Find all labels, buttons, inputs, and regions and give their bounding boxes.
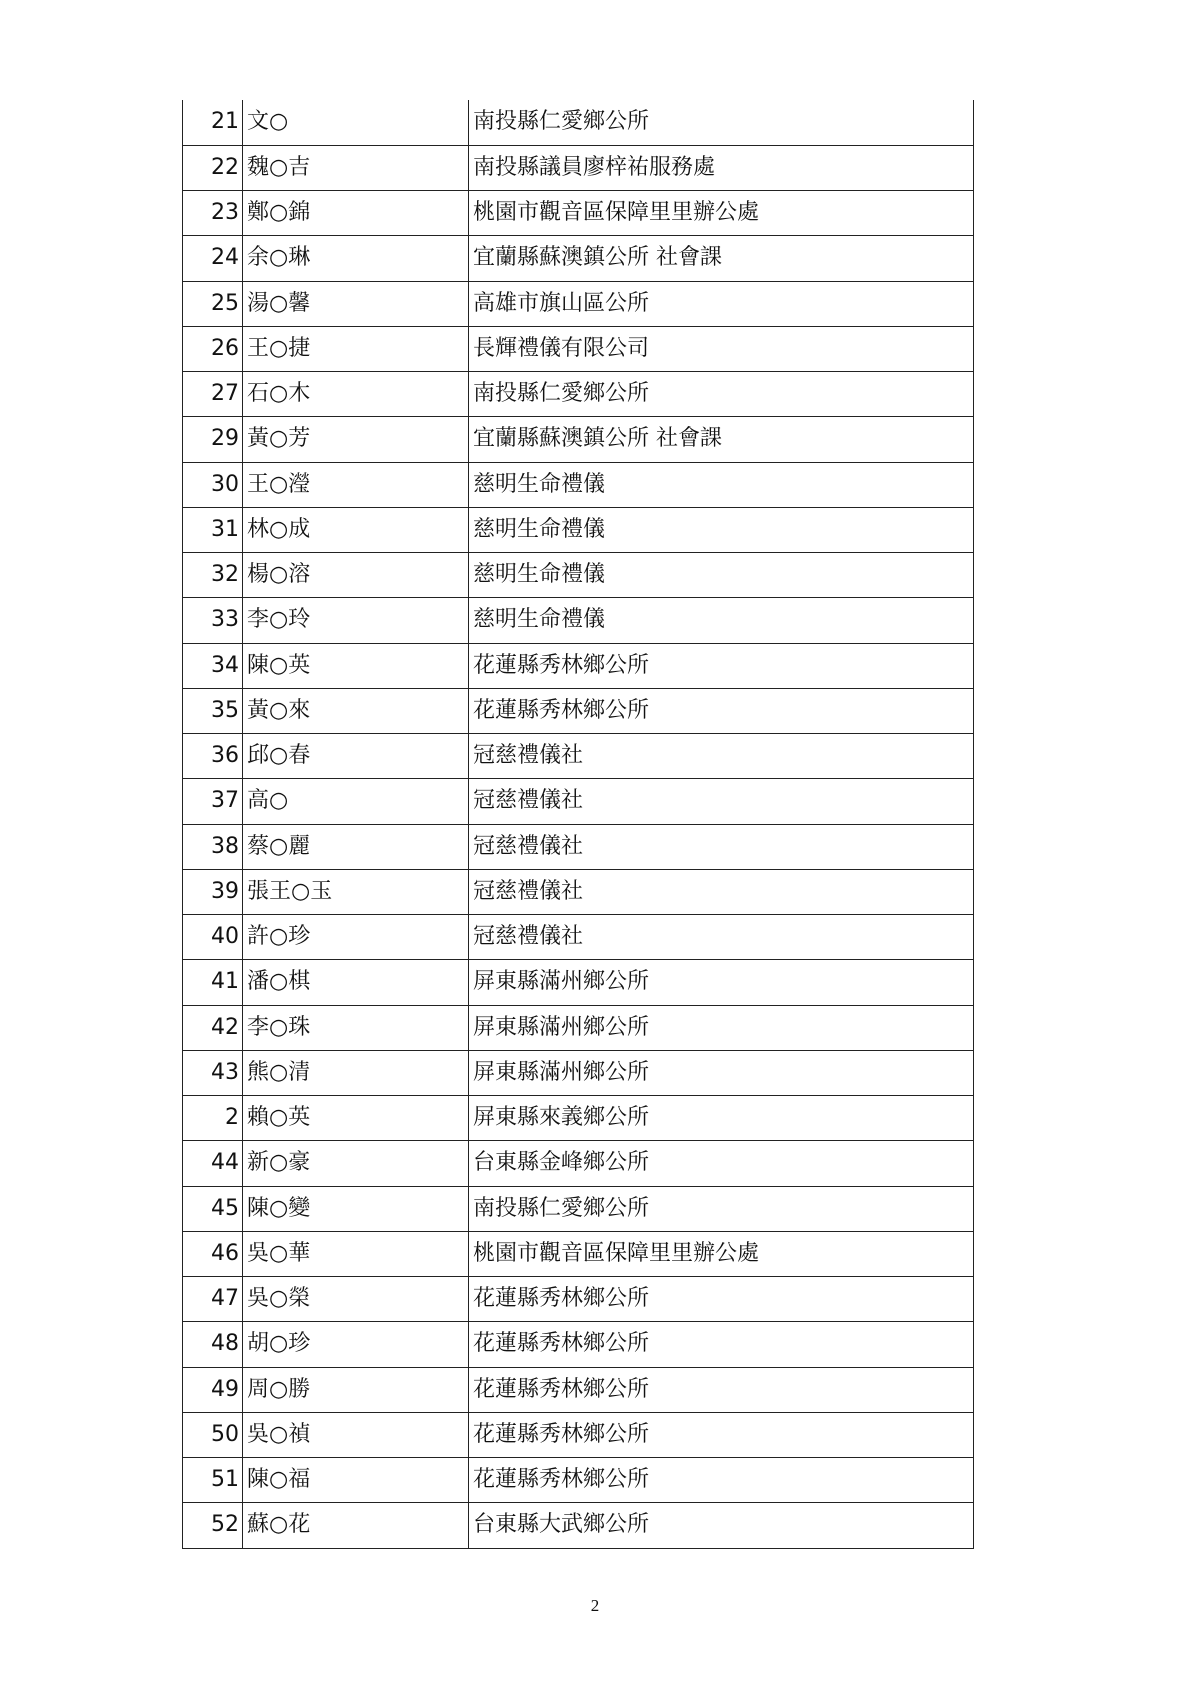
organization-cell: 花蓮縣秀林鄉公所 xyxy=(469,688,974,733)
organization-cell: 長輝禮儀有限公司 xyxy=(469,326,974,371)
name-cell: 陳○福 xyxy=(243,1458,469,1503)
row-number-cell: 32 xyxy=(183,553,243,598)
name-cell: 李○珠 xyxy=(243,1005,469,1050)
table-row xyxy=(183,1096,974,1141)
row-number-cell: 41 xyxy=(183,960,243,1005)
row-number-cell: 23 xyxy=(183,191,243,236)
organization-cell: 桃園市觀音區保障里里辦公處 xyxy=(469,191,974,236)
organization-cell: 宜蘭縣蘇澳鎮公所 社會課 xyxy=(469,417,974,462)
name-cell: 王○捷 xyxy=(243,326,469,371)
name-cell: 湯○馨 xyxy=(243,281,469,326)
table-row xyxy=(183,1186,974,1231)
row-number-cell: 43 xyxy=(183,1050,243,1095)
row-number-cell: 2 xyxy=(183,1096,243,1141)
table-row xyxy=(183,1050,974,1095)
organization-cell: 花蓮縣秀林鄉公所 xyxy=(469,1412,974,1457)
row-number-cell: 36 xyxy=(183,734,243,779)
row-number-cell: 52 xyxy=(183,1503,243,1548)
name-cell: 黃○芳 xyxy=(243,417,469,462)
name-cell: 賴○英 xyxy=(243,1096,469,1141)
name-cell: 李○玲 xyxy=(243,598,469,643)
row-number-cell: 50 xyxy=(183,1412,243,1457)
table-row xyxy=(183,915,974,960)
organization-cell: 慈明生命禮儀 xyxy=(469,553,974,598)
table-row xyxy=(183,462,974,507)
name-cell: 楊○溶 xyxy=(243,553,469,598)
row-number-cell: 42 xyxy=(183,1005,243,1050)
row-number-cell: 40 xyxy=(183,915,243,960)
organization-cell: 冠慈禮儀社 xyxy=(469,915,974,960)
table-row xyxy=(183,1141,974,1186)
row-number-cell: 30 xyxy=(183,462,243,507)
row-number-cell: 45 xyxy=(183,1186,243,1231)
table-row xyxy=(183,1458,974,1503)
row-number-cell: 21 xyxy=(183,100,243,145)
name-cell: 蘇○花 xyxy=(243,1503,469,1548)
name-cell: 黃○來 xyxy=(243,688,469,733)
organization-cell: 台東縣金峰鄉公所 xyxy=(469,1141,974,1186)
participant-table xyxy=(182,100,974,1549)
row-number-cell: 25 xyxy=(183,281,243,326)
table-row xyxy=(183,1231,974,1276)
name-cell: 魏○吉 xyxy=(243,145,469,190)
name-cell: 蔡○麗 xyxy=(243,824,469,869)
table-row xyxy=(183,1322,974,1367)
row-number-cell: 22 xyxy=(183,145,243,190)
table-row xyxy=(183,688,974,733)
organization-cell: 南投縣議員廖梓祐服務處 xyxy=(469,145,974,190)
row-number-cell: 48 xyxy=(183,1322,243,1367)
row-number-cell: 24 xyxy=(183,236,243,281)
organization-cell: 高雄市旗山區公所 xyxy=(469,281,974,326)
name-cell: 高○ xyxy=(243,779,469,824)
organization-cell: 冠慈禮儀社 xyxy=(469,824,974,869)
table-row xyxy=(183,734,974,779)
name-cell: 張王○玉 xyxy=(243,869,469,914)
name-cell: 石○木 xyxy=(243,372,469,417)
participant-table-body xyxy=(183,100,974,1548)
organization-cell: 屏東縣滿州鄉公所 xyxy=(469,960,974,1005)
name-cell: 吳○榮 xyxy=(243,1277,469,1322)
table-row xyxy=(183,417,974,462)
organization-cell: 花蓮縣秀林鄉公所 xyxy=(469,1458,974,1503)
organization-cell: 南投縣仁愛鄉公所 xyxy=(469,100,974,145)
table-row xyxy=(183,869,974,914)
organization-cell: 慈明生命禮儀 xyxy=(469,598,974,643)
name-cell: 王○瀅 xyxy=(243,462,469,507)
name-cell: 陳○英 xyxy=(243,643,469,688)
table-row xyxy=(183,507,974,552)
organization-cell: 桃園市觀音區保障里里辦公處 xyxy=(469,1231,974,1276)
organization-cell: 花蓮縣秀林鄉公所 xyxy=(469,1367,974,1412)
organization-cell: 宜蘭縣蘇澳鎮公所 社會課 xyxy=(469,236,974,281)
name-cell: 文○ xyxy=(243,100,469,145)
table-row xyxy=(183,824,974,869)
name-cell: 新○豪 xyxy=(243,1141,469,1186)
table-row xyxy=(183,779,974,824)
table-row xyxy=(183,598,974,643)
name-cell: 邱○春 xyxy=(243,734,469,779)
name-cell: 周○勝 xyxy=(243,1367,469,1412)
table-row xyxy=(183,326,974,371)
row-number-cell: 46 xyxy=(183,1231,243,1276)
organization-cell: 冠慈禮儀社 xyxy=(469,779,974,824)
table-row xyxy=(183,553,974,598)
table-row xyxy=(183,960,974,1005)
organization-cell: 屏東縣滿州鄉公所 xyxy=(469,1005,974,1050)
name-cell: 吳○禎 xyxy=(243,1412,469,1457)
name-cell: 林○成 xyxy=(243,507,469,552)
table-row xyxy=(183,1503,974,1548)
row-number-cell: 34 xyxy=(183,643,243,688)
row-number-cell: 35 xyxy=(183,688,243,733)
name-cell: 熊○清 xyxy=(243,1050,469,1095)
organization-cell: 屏東縣滿州鄉公所 xyxy=(469,1050,974,1095)
organization-cell: 花蓮縣秀林鄉公所 xyxy=(469,643,974,688)
row-number-cell: 26 xyxy=(183,326,243,371)
table-row xyxy=(183,1412,974,1457)
table-row xyxy=(183,1005,974,1050)
row-number-cell: 49 xyxy=(183,1367,243,1412)
name-cell: 吳○華 xyxy=(243,1231,469,1276)
organization-cell: 屏東縣來義鄉公所 xyxy=(469,1096,974,1141)
table-row xyxy=(183,236,974,281)
row-number-cell: 29 xyxy=(183,417,243,462)
page-number: 2 xyxy=(590,1596,600,1615)
organization-cell: 冠慈禮儀社 xyxy=(469,869,974,914)
organization-cell: 花蓮縣秀林鄉公所 xyxy=(469,1322,974,1367)
organization-cell: 花蓮縣秀林鄉公所 xyxy=(469,1277,974,1322)
table-row xyxy=(183,1367,974,1412)
name-cell: 陳○變 xyxy=(243,1186,469,1231)
table-row xyxy=(183,145,974,190)
name-cell: 胡○珍 xyxy=(243,1322,469,1367)
organization-cell: 南投縣仁愛鄉公所 xyxy=(469,1186,974,1231)
row-number-cell: 39 xyxy=(183,869,243,914)
row-number-cell: 37 xyxy=(183,779,243,824)
organization-cell: 慈明生命禮儀 xyxy=(469,507,974,552)
organization-cell: 慈明生命禮儀 xyxy=(469,462,974,507)
name-cell: 許○珍 xyxy=(243,915,469,960)
row-number-cell: 38 xyxy=(183,824,243,869)
row-number-cell: 33 xyxy=(183,598,243,643)
table-row xyxy=(183,281,974,326)
row-number-cell: 31 xyxy=(183,507,243,552)
row-number-cell: 27 xyxy=(183,372,243,417)
table-row xyxy=(183,100,974,145)
row-number-cell: 51 xyxy=(183,1458,243,1503)
organization-cell: 冠慈禮儀社 xyxy=(469,734,974,779)
name-cell: 潘○棋 xyxy=(243,960,469,1005)
row-number-cell: 44 xyxy=(183,1141,243,1186)
row-number-cell: 47 xyxy=(183,1277,243,1322)
name-cell: 余○琳 xyxy=(243,236,469,281)
organization-cell: 南投縣仁愛鄉公所 xyxy=(469,372,974,417)
organization-cell: 台東縣大武鄉公所 xyxy=(469,1503,974,1548)
name-cell: 鄭○錦 xyxy=(243,191,469,236)
table-row xyxy=(183,191,974,236)
table-row xyxy=(183,643,974,688)
table-row xyxy=(183,1277,974,1322)
table-row xyxy=(183,372,974,417)
